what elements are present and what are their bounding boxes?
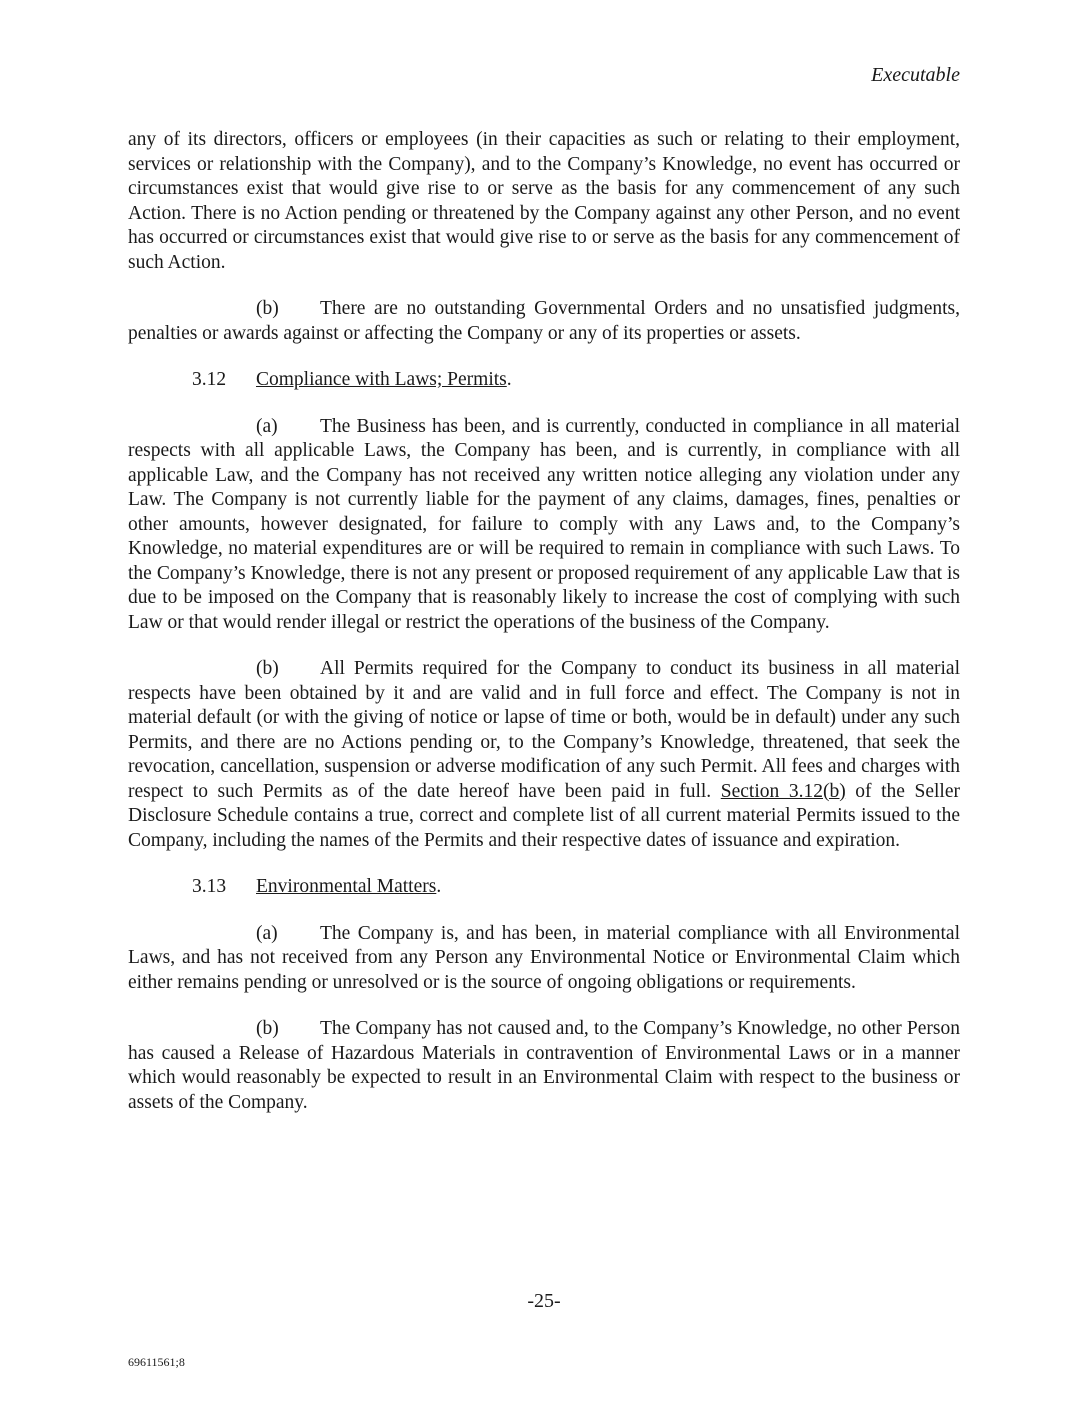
section-3-12-b [128, 657, 960, 853]
section-3-13-b [128, 1017, 960, 1115]
section-3-13-a [128, 922, 960, 996]
section-title-period: . [506, 369, 512, 390]
section-title: Environmental Matters [256, 876, 437, 897]
section-title: Compliance with Laws; Permits [256, 369, 507, 390]
subsection-label: (b) [256, 298, 279, 319]
section-number: 3.13 [192, 876, 227, 897]
subsection-label: (a) [256, 922, 278, 944]
continuation-paragraph: any of its directors, officers or employees (in their capacities as such or relating to their employment, services or relationship with the Company), and to the Company’s Knowledge, no event has occurred or circumstances exist that would give rise to or serve as the basis for any commencement of any such Action. There is no Action pending or threatened by the Company against any other Person, and no event has occurred or circumstances exist that would give rise to or serve as the basis for any commencement of such Action. [128, 129, 960, 273]
subsection-text-continued: of the Seller Disclosure Schedule contains a true, correct and complete list of all current material Permits issued to the Company, including the names of the Permits and their respective dates of issuance and expiration. [128, 780, 960, 851]
schedule-reference-link: Section 3.12(b) [720, 780, 846, 802]
section-3-12-heading [128, 368, 960, 393]
subsection-label: (b) [256, 1018, 279, 1039]
document-status-label: Executable [871, 64, 960, 86]
subsection-label: (b) [256, 658, 279, 679]
section-3-12-a [128, 415, 960, 636]
subsection-text: All Permits required for the Company to conduct its business in all material respects have been obtained by it and are valid and in full force and effect. The Company is not in material default (or with the giving of notice or lapse of time or both, would be in default) under any such Permits, and there are no Actions pending or, to the Company’s Knowledge, threatened, that seek the revocation, cancellation, suspension or adverse modification of any such Permit. All fees and charges with respect to such Permits as of the date hereof have been paid in full. [128, 658, 960, 802]
subsection-text: The Company has not caused and, to the Company’s Knowledge, no other Person has caused a Release of Hazardous Materials in contravention of Environmental Laws or in a manner which would reasonably be expected to result in an Environmental Claim with respect to the business or assets of the Company. [128, 1018, 960, 1113]
subsection-text: The Business has been, and is currently, conducted in compliance in all material respects with all applicable Laws, the Company has been, and is currently, in compliance with all applicable Law, and the Company has not received any written notice alleging any violation under any Law. The Company is not currently liable for the payment of any claims, damages, fines, penalties or other amounts, however designated, for failure to comply with any Laws and, to the Company’s Knowledge, no material expenditures are or will be required to remain in compliance with such Laws. To the Company’s Knowledge, there is not any present or proposed requirement of any applicable Law that is due to be imposed on the Company that is reasonably likely to increase the cost of complying with such Law or that would render illegal or restrict the operations of the business of the Company. [128, 415, 960, 633]
section-title-period: . [436, 876, 442, 897]
document-body [128, 128, 960, 1137]
document-id: 69611561;8 [128, 1355, 185, 1369]
section-3-11-b [128, 297, 960, 346]
subsection-text: There are no outstanding Governmental Orders and no unsatisfied judgments, penalties or awards against or affecting the Company or any of its properties or assets. [128, 298, 960, 344]
subsection-label: (a) [256, 415, 278, 437]
page-number: -25- [527, 1290, 561, 1312]
section-3-13-heading [128, 875, 960, 900]
subsection-text: The Company is, and has been, in material compliance with all Environmental Laws, and has not received from any Person any Environmental Notice or Environmental Claim which either remains pending or unresolved or is the source of ongoing obligations or requirements. [128, 922, 960, 993]
section-number: 3.12 [192, 369, 227, 390]
